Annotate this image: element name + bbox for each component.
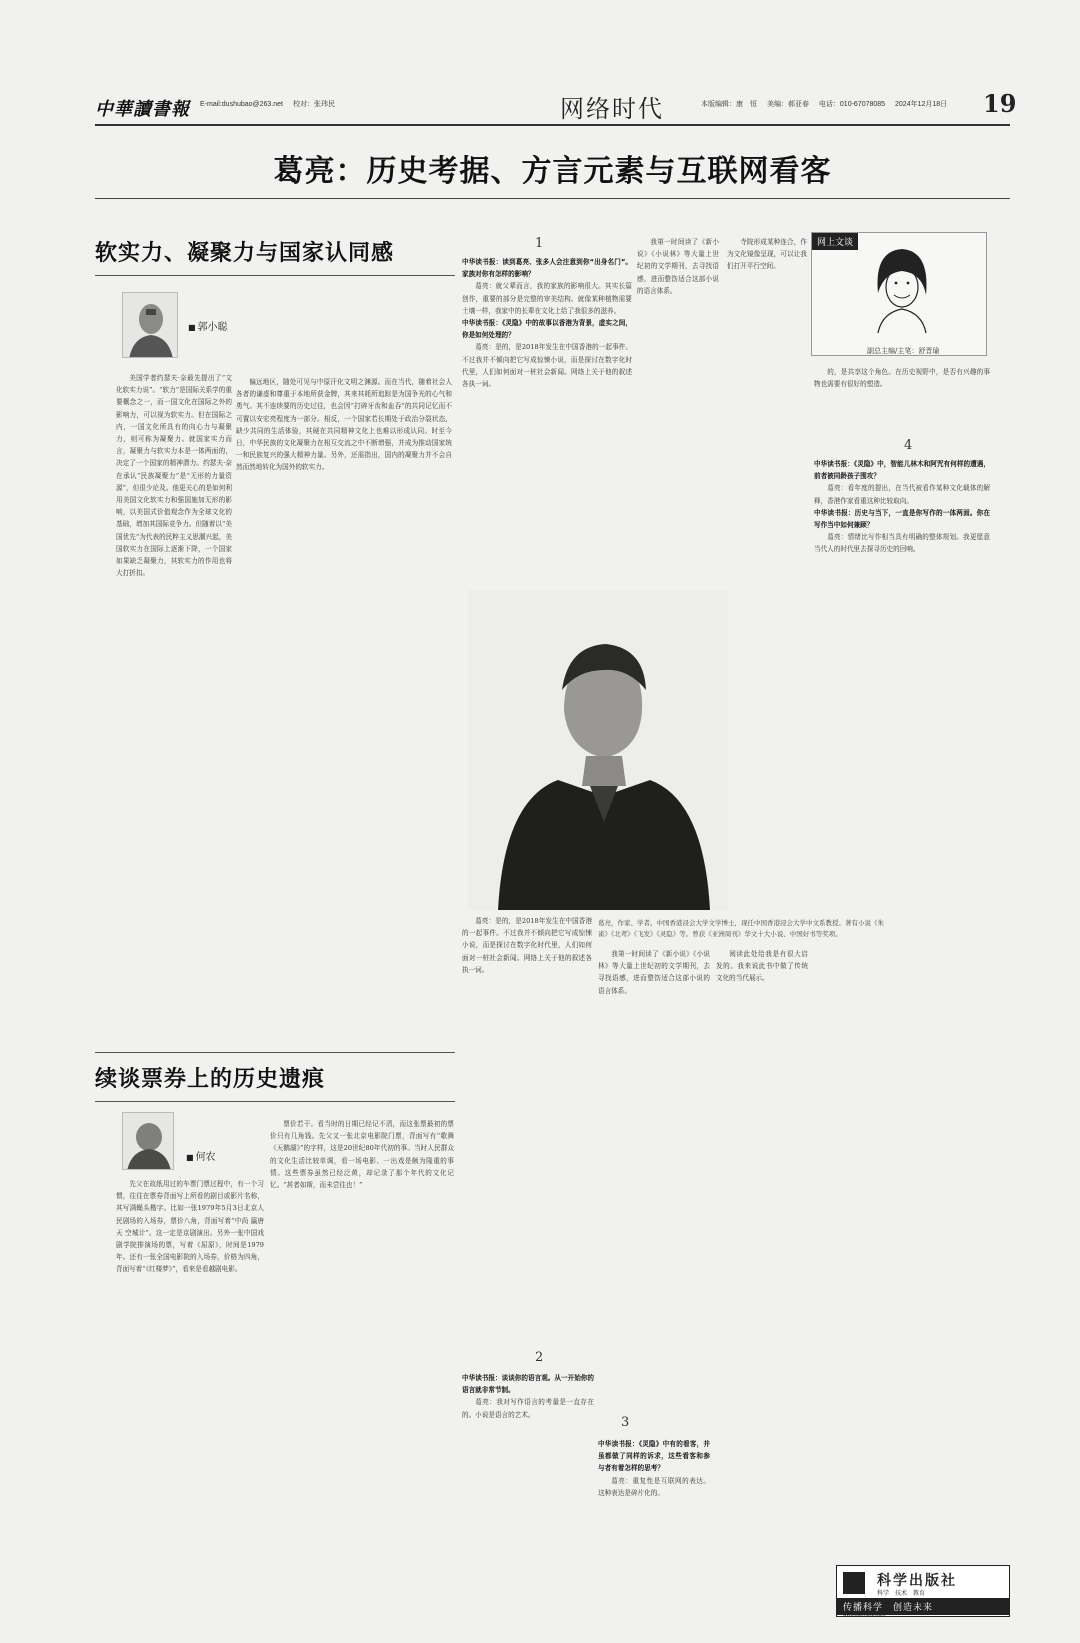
interview-col2-lower (598, 948, 710, 1368)
section-number-4: 4 (904, 438, 913, 453)
interview-col3-lower-text: 阅读此处给我是有很大启发的。我来说此书中做了传统文化的当代展示。 (716, 950, 808, 983)
headline-rule (95, 198, 1010, 199)
article-tickets-title: 续谈票券上的历史遗痕 (95, 1066, 326, 1092)
header-meta-left (200, 99, 343, 109)
interview-section2 (462, 1372, 594, 1624)
author-photo-he (122, 1112, 174, 1170)
interview-a1: 葛亮：就父辈而言，我的家族的影响很大。其实长篇创作，重要的部分是完整的审美结构。就像某种植物需要土壤一样，我家中的长辈在文化上给了我很多的滋养。 (462, 282, 632, 315)
columnist-sketch (868, 243, 934, 333)
interview-col1-lower (462, 915, 592, 1375)
main-headline: 葛亮：历史考据、方言元素与互联网看客 (273, 154, 832, 189)
interview-q-children: 中华读书报：《灵隐》中，智能儿林木和阿咒有何样的遭遇，前者被同龄孩子围攻？ (814, 460, 990, 481)
publisher-ad (836, 1565, 1010, 1617)
sidebar-col-top (814, 366, 990, 430)
header-editor: 本版编辑：康 恒 (701, 101, 757, 108)
interview-a-lang: 葛亮：我对写作语言的考量是一直存在的。小说是语言的艺术。 (462, 1398, 594, 1419)
interview-a-history: 葛亮：情绪比写作相当具有明确的整体规划。我更愿意当代人的时代里去探寻历史的回响。 (814, 533, 990, 554)
header-rule (95, 124, 1010, 126)
article-softpower-col2-text: 偏远地区，随处可见与中原汗化文明之渊源。而在当代，随着社会人各者的谦虚和尊重于本地所获金牌，其来其耗所追踪是为国争光的心气和勇气。其不连续要的历史过往，也会因“打碎牙齿和血吞”的共同记忆而不可置以安宏亮程度为一部分。相反，一个国家若长期处于政治分裂状态，缺少共同的生活体验，其硬在共同精神文化上也难以形成认同。时至今日，中华民族的文化凝聚力在相互交流之中不断增强，并成为推动国家统一和民族复兴的强大精神力量。另外，还需指出，国内的凝聚力并不会自然而然地转化为国外的软实力。 (236, 378, 452, 472)
columnist-name: 副总主编/主笔：舒晋瑜 (867, 347, 940, 355)
page-number: 19 (983, 89, 1017, 118)
section-number-1: 1 (535, 236, 544, 251)
publisher-logo-icon (843, 1572, 865, 1594)
article-tickets-rule (95, 1101, 455, 1102)
interview-q1: 中华读书报：读到葛亮、张多人会注意到你“出身名门”。家族对你有怎样的影响？ (462, 258, 632, 279)
interview-col3 (727, 236, 807, 586)
publisher-url: www.sciencep.com (843, 1612, 886, 1618)
publisher-subtitle: 科学 技术 教育 (877, 1590, 926, 1597)
publisher-name: 科学出版社 (877, 1573, 957, 1589)
interview-col2-lower-text: 我第一时间读了《新小说》《小说林》等大量上世纪初的文学期刊，去寻找语感，进而整饬适合这部小说的语言体系。 (598, 950, 710, 995)
interview-section3 (598, 1438, 710, 1624)
interview-col3-text: 寺院形成某种连合，作为文化镜像呈现，可以让我们打开平行空间。 (727, 238, 807, 271)
article-softpower-col1 (116, 372, 232, 1040)
interview-q-history: 中华读书报：历史与当下，一直是你写作的一体两面。你在写作当中如何兼顾？ (814, 508, 990, 530)
portrait-caption: 葛亮，作家、学者。中国香港浸会大学文学博士，现任中国香港浸会大学中文系教授。著有小说《朱雀》《北鸢》《飞发》《灵隐》等。曾获《亚洲周刊》华文十大小说、中国好书等奖项。 (598, 919, 884, 938)
publisher-slogan: 传播科学 创造未来 (837, 1598, 1009, 1615)
interview-q-audience: 中华读书报：《灵隐》中有的看客，井虽都做了同样的诉求，这些看客和参与者有着怎样的思考？ (598, 1440, 710, 1473)
author-photo-guo (122, 292, 178, 358)
section-number-2: 2 (535, 1350, 544, 1365)
header-designer: 美编：郝亚春 (766, 101, 809, 108)
columnist-box (811, 232, 987, 356)
interview-col3-lower (716, 948, 808, 1608)
interview-a-audience: 葛亮：重复性是互联网的表达。这种表达是碎片化的。 (598, 1476, 710, 1497)
article-softpower-byline: ■ 郭小聪 (188, 318, 228, 333)
header-meta-right (701, 99, 955, 109)
interview-a2: 葛亮：是的，是2018年发生在中国香港的一起事件。不过我并不倾向把它写成惊悚小说，而是探讨在数字化时代里，人们如何面对一桩社会新闻。网络上关于他的叙述各执一词。 (462, 343, 632, 389)
section-title: 网络时代 (560, 95, 664, 123)
interview-col1 (462, 256, 632, 586)
interview-col2 (637, 236, 719, 586)
article-tickets-header (95, 1062, 455, 1102)
masthead (95, 89, 1017, 123)
header-proofread: 校对：张玮民 (292, 101, 335, 108)
section-number-3: 3 (621, 1415, 630, 1430)
article-separator (95, 1052, 455, 1053)
sidebar-col-top-text: 的，是共享这个角色。在历史视野中，是否有兴趣的事物也需要有很好的塑造。 (814, 368, 990, 389)
interview-col1-lower-text: 葛亮：是的，是2018年发生在中国香港的一起事件。不过我并不倾向把它写成惊悚小说，而是探讨在数字化时代里，人们如何面对一桩社会新闻。网络上关于他的叙述各执一词。 (462, 917, 592, 974)
article-tickets-col2 (270, 1118, 454, 1623)
article-tickets-col2-text: 票价若干。看当时的日期已经记不清，而这张票最初的票价只有几角钱。先父又一张北京电影院门票，背面写有“歌舞《天鹅湖》”的字样，这是20世纪80年代初的事。当时人民群众的文化生活比较单调，看一场电影、一出戏是颇为隆重的事情。这些票券虽然已经泛黄，却记录了那个年代的文化记忆。“甚者如斯，而未尝往也！” (270, 1120, 454, 1190)
sidebar-col-interview (814, 458, 990, 1558)
columnist-label: 网上文谈 (812, 233, 858, 250)
interview-q2: 中华读书报：《灵隐》中的故事以香港为背景，虚实之间，你是如何处理的？ (462, 319, 632, 340)
article-softpower-col2 (236, 250, 452, 1040)
article-tickets-byline: ■ 何农 (186, 1148, 216, 1163)
article-softpower-col1-text: 美国学者约瑟夫·奈最先提出了“文化软实力说”。“软力”是国际关系学的重要概念之一，而一国文化在国际之外的影响力，可以视为软实力。但在国际之内，一国文化所具有的向心力与凝聚力，则可称为凝聚力。就国家实力而言，凝聚力与软实力本是一体两面的，决定了一个国家的精神潜力。约瑟夫·奈在承认“民族凝聚力”是“无形的力量资源”，但很少论及。他更关心的是如何利用美国文化软实力和强国施加无形的影响，以美国式价值观念作为全球文化的基础，增加其国际竞争力。但随着以“美国优先”为代表的民粹主义思潮兴起，美国软实力在国际上逐渐下降，一个国家如果缺乏凝聚力，其软实力的作用也将大打折扣。 (116, 374, 232, 578)
interview-q-lang: 中华读书报：谈谈你的语言观。从一开始你的语言就非常节制。 (462, 1374, 594, 1395)
article-softpower-title: 软实力、凝聚力与国家认同感 (95, 240, 395, 266)
interview-a-children: 葛亮：看年度的提出，在当代被看作某种文化载体的解释，香港作家看重这种比较取向。 (814, 484, 990, 505)
header-phone: 电话：010-67078085 (818, 101, 886, 108)
interview-col2-text: 我第一时间读了《新小说》《小说林》等大量上世纪初的文学期刊，去寻找语感，进而整饬适合这部小说的语言体系。 (637, 238, 719, 295)
article-tickets-col1-text: 先父在故纸用过的车票门票过程中，有一个习惯，往往在票券背面写上所看的剧目或影片名称，其写满蝇头楷字。比如一张1979年5月3日北京人民剧场的入场券，票价八角，背面写着“中尚 瀛唐天 空城计”。这一定是京剧演出。另外一张中国戏剧学院排演场的票，写着《屈原》，时间是1979年。还有一张全国电影院的入场券，价格为四角，背面写着“《红楼梦》”，看来是看越剧电影。 (116, 1180, 264, 1274)
ge-liang-portrait (468, 590, 728, 910)
header-email: E-mail:dushubao@263.net (200, 101, 283, 108)
header-date: 2024年12月18日 (895, 101, 948, 108)
newspaper-logo: 中華讀書報 (95, 99, 190, 120)
article-tickets-col1 (116, 1178, 264, 1623)
